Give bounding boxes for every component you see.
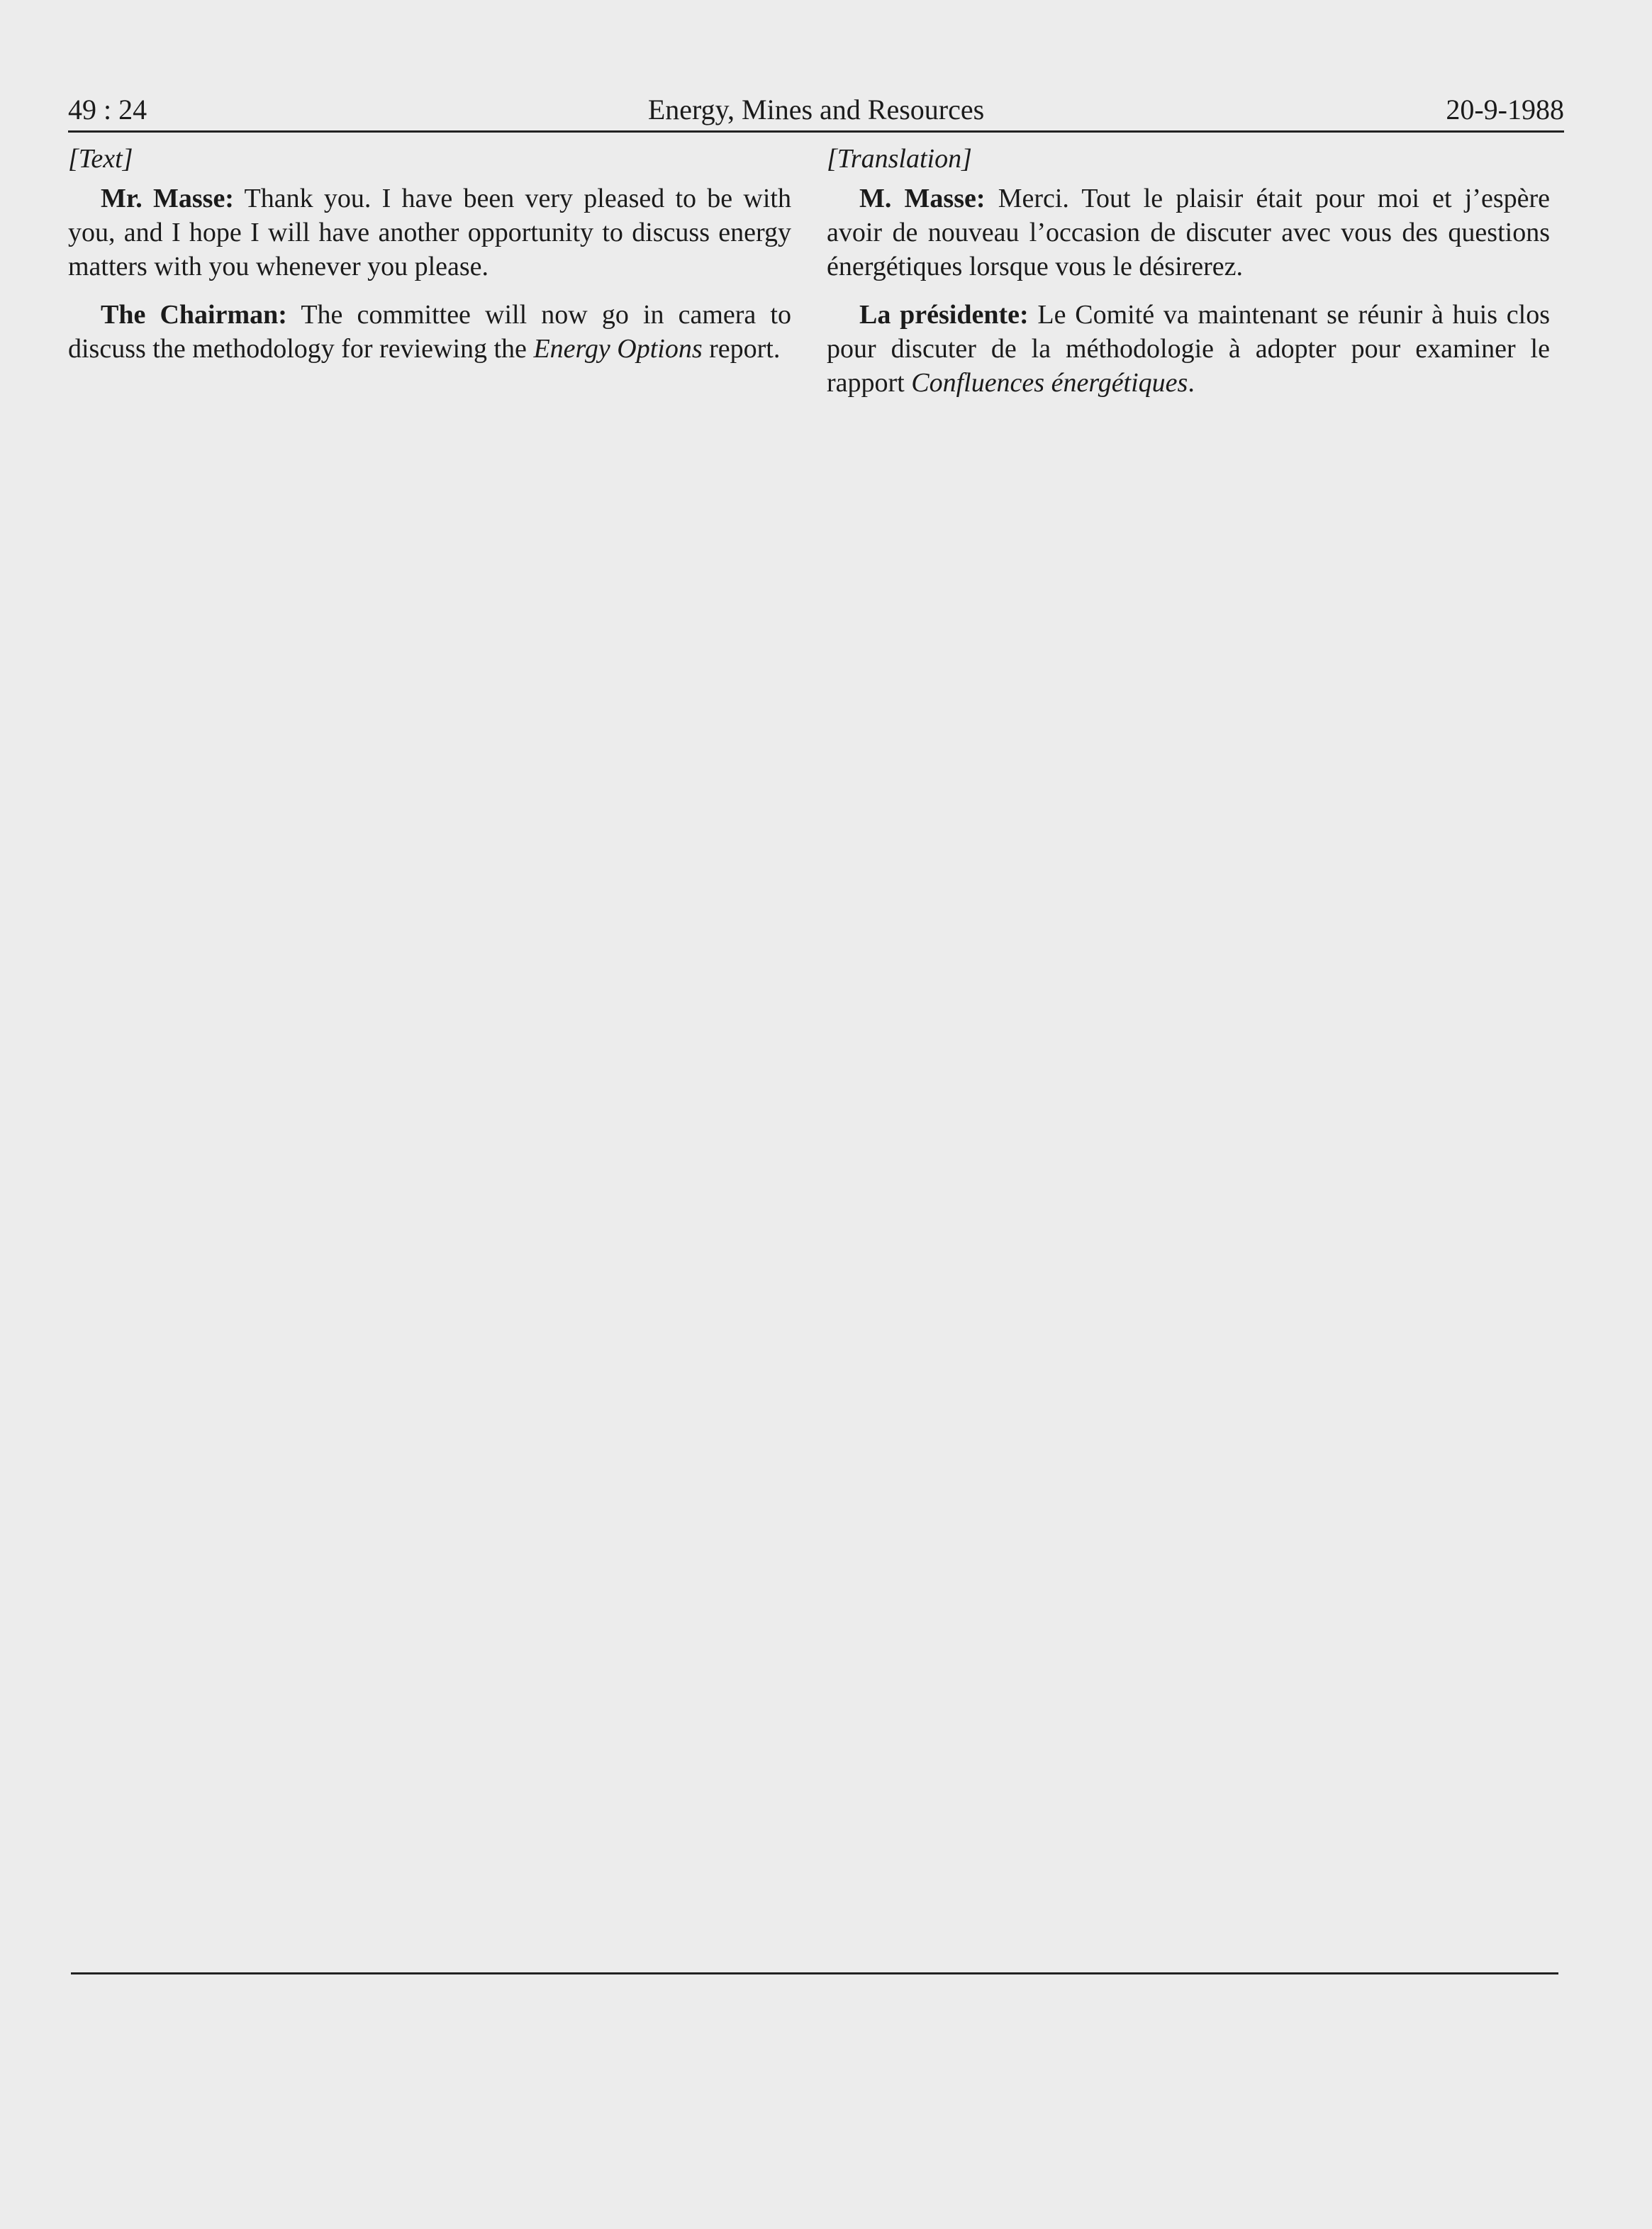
french-label: [Translation]: [827, 144, 972, 174]
paragraph-text: report.: [702, 334, 781, 364]
english-column: [68, 142, 791, 380]
paragraph-text: .: [1188, 368, 1195, 398]
header-rule: [68, 130, 1564, 133]
english-label: [Text]: [68, 144, 133, 174]
publication-date: 20-9-1988: [1446, 94, 1564, 125]
paragraph-text: Thank you. I have been very pleased to be with you, and I hope I will have another opportunity to discuss energy matters with you whenever you please.: [68, 184, 791, 281]
footer-rule: [71, 1972, 1558, 1974]
english-paragraph-2: [68, 298, 791, 366]
report-title: Confluences énergétiques: [911, 368, 1188, 398]
page-number: 49 : 24: [68, 94, 147, 125]
publication-title: Energy, Mines and Resources: [647, 94, 985, 125]
paragraph-text: Merci. Tout le plaisir était pour moi et j’espère avoir de nouveau l’occasion de discuter avec vous des questions énergétiques lorsque vous le désirerez.: [827, 184, 1550, 281]
page-header: [68, 91, 1564, 129]
speaker-name: M. Masse:: [859, 184, 986, 213]
french-paragraph-2: [827, 298, 1550, 400]
english-paragraph-1: [68, 181, 791, 284]
speaker-name: La présidente:: [859, 300, 1029, 330]
paragraph-text: The committee will now go in camera to discuss the methodology for reviewing the: [68, 300, 791, 364]
french-column: [827, 142, 1550, 414]
report-title: Energy Options: [533, 334, 703, 364]
paragraph-text: Le Comité va maintenant se réunir à huis clos pour discuter de la méthodologie à adopter pour examiner le rapport: [827, 300, 1550, 398]
speaker-name: Mr. Masse:: [101, 184, 234, 213]
speaker-name: The Chairman:: [101, 300, 287, 330]
french-paragraph-1: [827, 181, 1550, 284]
